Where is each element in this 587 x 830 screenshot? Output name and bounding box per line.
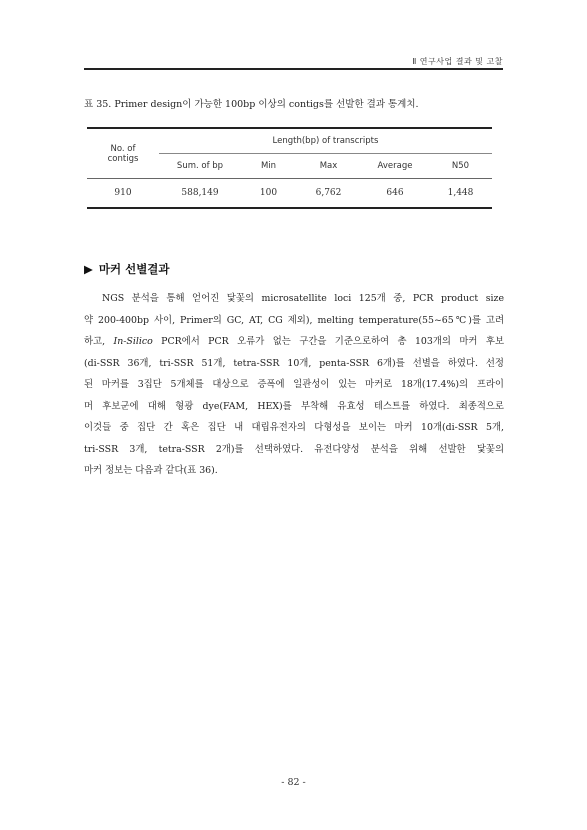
header-sum: Sum. of bp [176, 161, 224, 171]
running-header: Ⅱ 연구사업 결과 및 고찰 [412, 57, 503, 66]
cell-min: 100 [241, 179, 296, 209]
table-caption: 표 35. Primer design이 가능한 100bp 이상의 contigs를 선발한 결과 통계치. [84, 99, 419, 110]
paragraph-line: tri-SSR 3개, tetra-SSR 2개)를 선택하였다. 유전다양성 분석을 위해 선발한 닻꽃의 [84, 443, 504, 455]
page-number: - 82 - [281, 777, 306, 788]
paragraph-line: 약 200-400bp 사이, Primer의 GC, AT, CG 제외), melting temperature(55~65℃)를 고려 [84, 314, 504, 326]
paragraph-line: (di-SSR 36개, tri-SSR 51개, tetra-SSR 10개, penta-SSR 6개)를 선별을 하였다. 선정 [84, 357, 504, 369]
section-title: 마커 선별결과 [98, 262, 170, 276]
paragraph-line: 머 후보군에 대해 형광 dye(FAM, HEX)를 부착해 유효성 테스트를 하였다. 최종적으로 [84, 400, 504, 412]
paragraph-line: 이것들 중 집단 간 혹은 집단 내 대립유전자의 다형성을 보이는 마커 10개(di-SSR 5개, [84, 422, 504, 433]
cell-n50: 1,448 [429, 179, 492, 209]
body-paragraph [84, 288, 504, 482]
header-n50: N50 [451, 161, 470, 171]
cell-sum: 588,149 [159, 179, 241, 209]
contig-stats-table [87, 127, 492, 209]
paragraph-line-rest: PCR에서 PCR 오류가 없는 구간을 기준으로하여 총 103개의 마커 후보 [152, 336, 504, 347]
paragraph-line: NGS 분석을 통해 얻어진 닻꽃의 microsatellite loci 125개 중, PCR product size [102, 293, 504, 304]
table-row [87, 179, 492, 209]
header-contigs [87, 128, 159, 179]
paragraph-line [84, 331, 504, 353]
header-max: Max [319, 161, 338, 171]
header-rule [84, 68, 503, 70]
paragraph-line-start: 하고, [84, 336, 114, 347]
header-contigs-line2: contigs [107, 153, 139, 164]
cell-contigs: 910 [87, 179, 159, 209]
paragraph-line: 된 마커를 3집단 5개체를 대상으로 증폭에 일관성이 있는 마커로 18개(17.4%)의 프라이 [84, 379, 504, 390]
triangle-bullet-icon: ▶ [84, 262, 93, 276]
paragraph-line: 마커 정보는 다음과 같다(표 36). [84, 465, 218, 476]
header-average: Average [377, 161, 413, 171]
header-contigs-line1: No. of [110, 143, 136, 154]
in-silico-term: In-Silico [113, 336, 153, 347]
header-length-group: Length(bp) of transcripts [159, 128, 492, 154]
header-min: Min [260, 161, 277, 171]
section-heading [84, 261, 170, 277]
cell-average: 646 [361, 179, 429, 209]
cell-max: 6,762 [296, 179, 361, 209]
